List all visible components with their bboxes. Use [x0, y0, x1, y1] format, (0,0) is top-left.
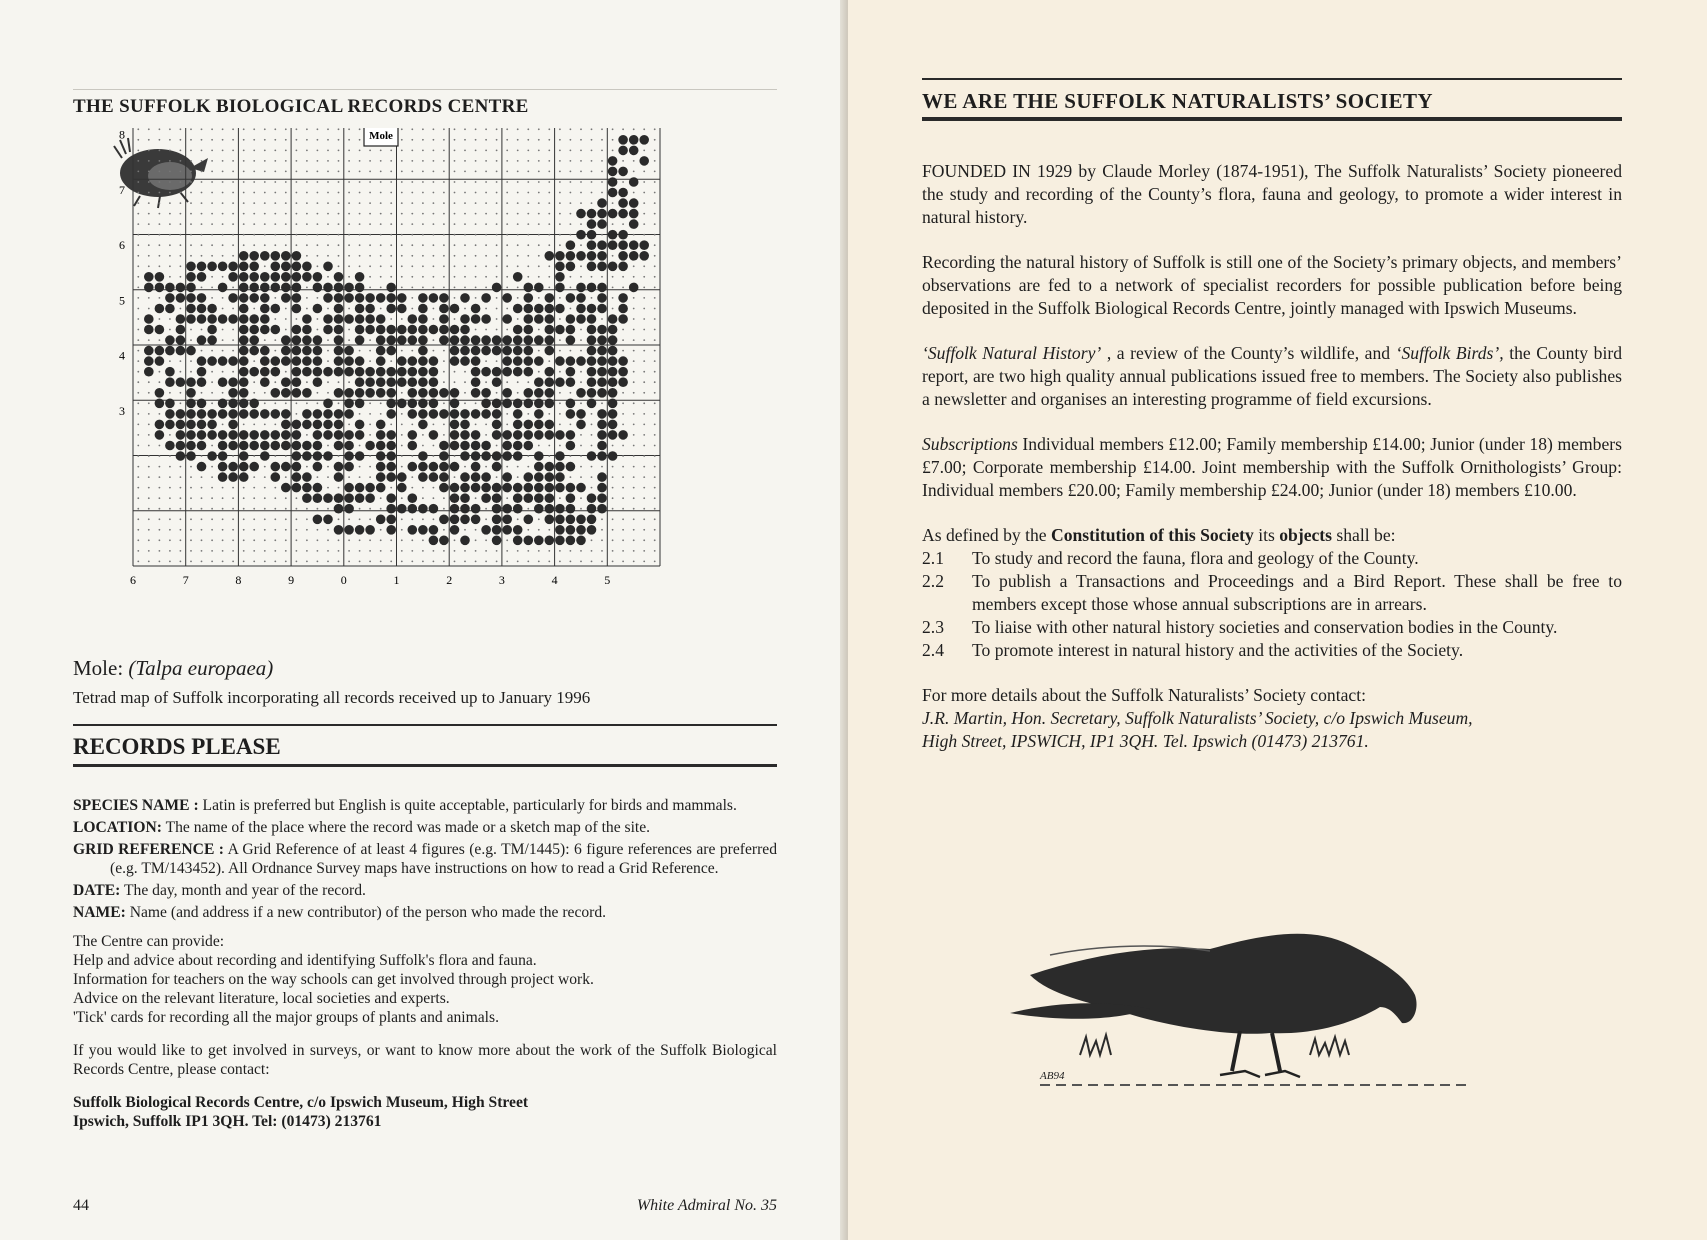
contact-text: If you would like to get involved in surveys, or want to know more about the work of the Suffolk Biological Records Centre, please contact:	[73, 1042, 777, 1078]
map-y-tick: 3	[119, 403, 125, 418]
illustrator-signature: AB94	[1040, 1070, 1065, 1082]
contact-intro: For more details about the Suffolk Naturalists’ Society contact:	[922, 685, 1366, 705]
records-list	[73, 796, 777, 1131]
section-rule-top	[73, 724, 777, 726]
map-x-tick: 7	[182, 573, 189, 587]
faint-rule	[73, 89, 777, 90]
map-x-tick: 8	[235, 573, 242, 587]
paragraph-founded: FOUNDED IN 1929 by Claude Morley (1874-1951), The Suffolk Naturalists’ Society pioneered the study and recording of the County’s flora, fauna and geology, to promote a wider interest in natural history.	[922, 161, 1622, 227]
centre-item: Information for teachers on the way schools can get involved through project work.	[73, 971, 594, 988]
species-latin: (Talpa europaea)	[128, 656, 274, 680]
object-item: 2.4 To promote interest in natural history and the activities of the Society.	[922, 640, 1464, 660]
centre-item: Advice on the relevant literature, local societies and experts.	[73, 990, 450, 1007]
map-x-tick: 4	[551, 573, 558, 587]
map-y-tick: 8	[119, 128, 125, 142]
map-x-tick: 6	[130, 573, 136, 587]
objects-list	[922, 547, 1622, 662]
page-number: 44	[73, 1197, 89, 1214]
mole-illustration	[114, 138, 208, 208]
objects-intro: As defined by the Constitution of this Society its objects shall be:	[922, 525, 1396, 545]
page-title: THE SUFFOLK BIOLOGICAL RECORDS CENTRE	[73, 96, 529, 117]
field-species: SPECIES NAME : Latin is preferred but English is quite acceptable, particularly for birds and mammals.	[73, 797, 737, 814]
map-description: Tetrad map of Suffolk incorporating all records received up to January 1996	[73, 688, 591, 707]
title-rule-bottom	[922, 117, 1622, 121]
field-date: DATE: The day, month and year of the record.	[73, 882, 366, 899]
tetrad-map	[100, 128, 730, 618]
map-x-tick: 0	[340, 573, 347, 587]
page-title: WE ARE THE SUFFOLK NATURALISTS’ SOCIETY	[922, 89, 1433, 113]
map-y-tick: 6	[119, 238, 125, 252]
address	[73, 1093, 777, 1131]
address-line: Ipswich, Suffolk IP1 3QH. Tel: (01473) 213761	[73, 1113, 382, 1130]
field-location: LOCATION: The name of the place where the record was made or a sketch map of the site.	[73, 819, 651, 836]
map-x-tick: 9	[288, 573, 295, 587]
centre-services	[73, 932, 777, 1027]
map-x-tick: 2	[446, 573, 453, 587]
map-x-tick: 3	[498, 573, 505, 587]
address-line: Suffolk Biological Records Centre, c/o Ipswich Museum, High Street	[73, 1094, 529, 1111]
contact-details: J.R. Martin, Hon. Secretary, Suffolk Naturalists’ Society, c/o Ipswich Museum, High Street, IPSWICH, IP1 3QH. Tel. Ipswich (01473) 213761.	[922, 708, 1473, 751]
map-y-tick: 4	[119, 348, 125, 363]
map-x-tick: 5	[604, 573, 611, 587]
object-item: 2.2 To publish a Transactions and Proceedings and a Bird Report. These shall be free to members except those whose annual subscriptions are in arrears.	[922, 571, 1622, 614]
species-caption	[73, 656, 273, 681]
map-y-tick: 7	[119, 182, 125, 197]
paragraph-subscriptions: Subscriptions Individual members £12.00; Family membership £14.00; Junior (under 18) members £7.00; Corporate membership £14.00. Joint membership with the Suffolk Ornithologists’ Group: Individual members £20.00; Family membership £24.00; Junior (under 18) members £10.00.	[922, 434, 1622, 500]
title-rule-top	[922, 78, 1622, 80]
field-grid-reference: GRID REFERENCE : A Grid Reference of at least 4 figures (e.g. TM/1445): 6 figure references are preferred (e.g. TM/143452). All Ordnance Survey maps have instructions on how to read a Grid Reference.	[73, 841, 777, 877]
object-item: 2.3 To liaise with other natural history societies and conservation bodies in the County.	[922, 617, 1558, 637]
map-label: Mole	[369, 130, 393, 142]
map-y-tick: 5	[119, 293, 125, 308]
paragraph-recording: Recording the natural history of Suffolk is still one of the Society’s primary objects, and members’ observations are fed to a network of specialist recorders for possible publication before being deposited in the Suffolk Biological Records Centre, jointly managed with Ipswich Museums.	[922, 252, 1622, 318]
object-item: 2.1 To study and record the fauna, flora and geology of the County.	[922, 548, 1419, 568]
map-x-tick: 1	[393, 573, 400, 587]
left-page	[0, 0, 848, 1240]
section-rule-bottom	[73, 764, 777, 767]
section-title: RECORDS PLEASE	[73, 734, 281, 759]
field-name: NAME: Name (and address if a new contributor) of the person who made the record.	[73, 904, 607, 921]
crow-illustration	[1010, 915, 1490, 1095]
centre-intro: The Centre can provide:	[73, 933, 225, 950]
society-text	[922, 160, 1622, 753]
tetrad-map-svg	[100, 128, 730, 618]
magazine-name: White Admiral No. 35	[636, 1197, 777, 1214]
species-label: Mole:	[73, 656, 124, 680]
centre-item: Help and advice about recording and identifying Suffolk's flora and fauna.	[73, 952, 537, 969]
paragraph-publications: ‘Suffolk Natural History’ , a review of the County’s wildlife, and ‘Suffolk Birds’, the County bird report, are two high quality annual publications issued free to members. The Society also publishes a newsletter and organises an interesting programme of field excursions.	[922, 343, 1622, 409]
centre-item: 'Tick' cards for recording all the major groups of plants and animals.	[73, 1009, 499, 1026]
